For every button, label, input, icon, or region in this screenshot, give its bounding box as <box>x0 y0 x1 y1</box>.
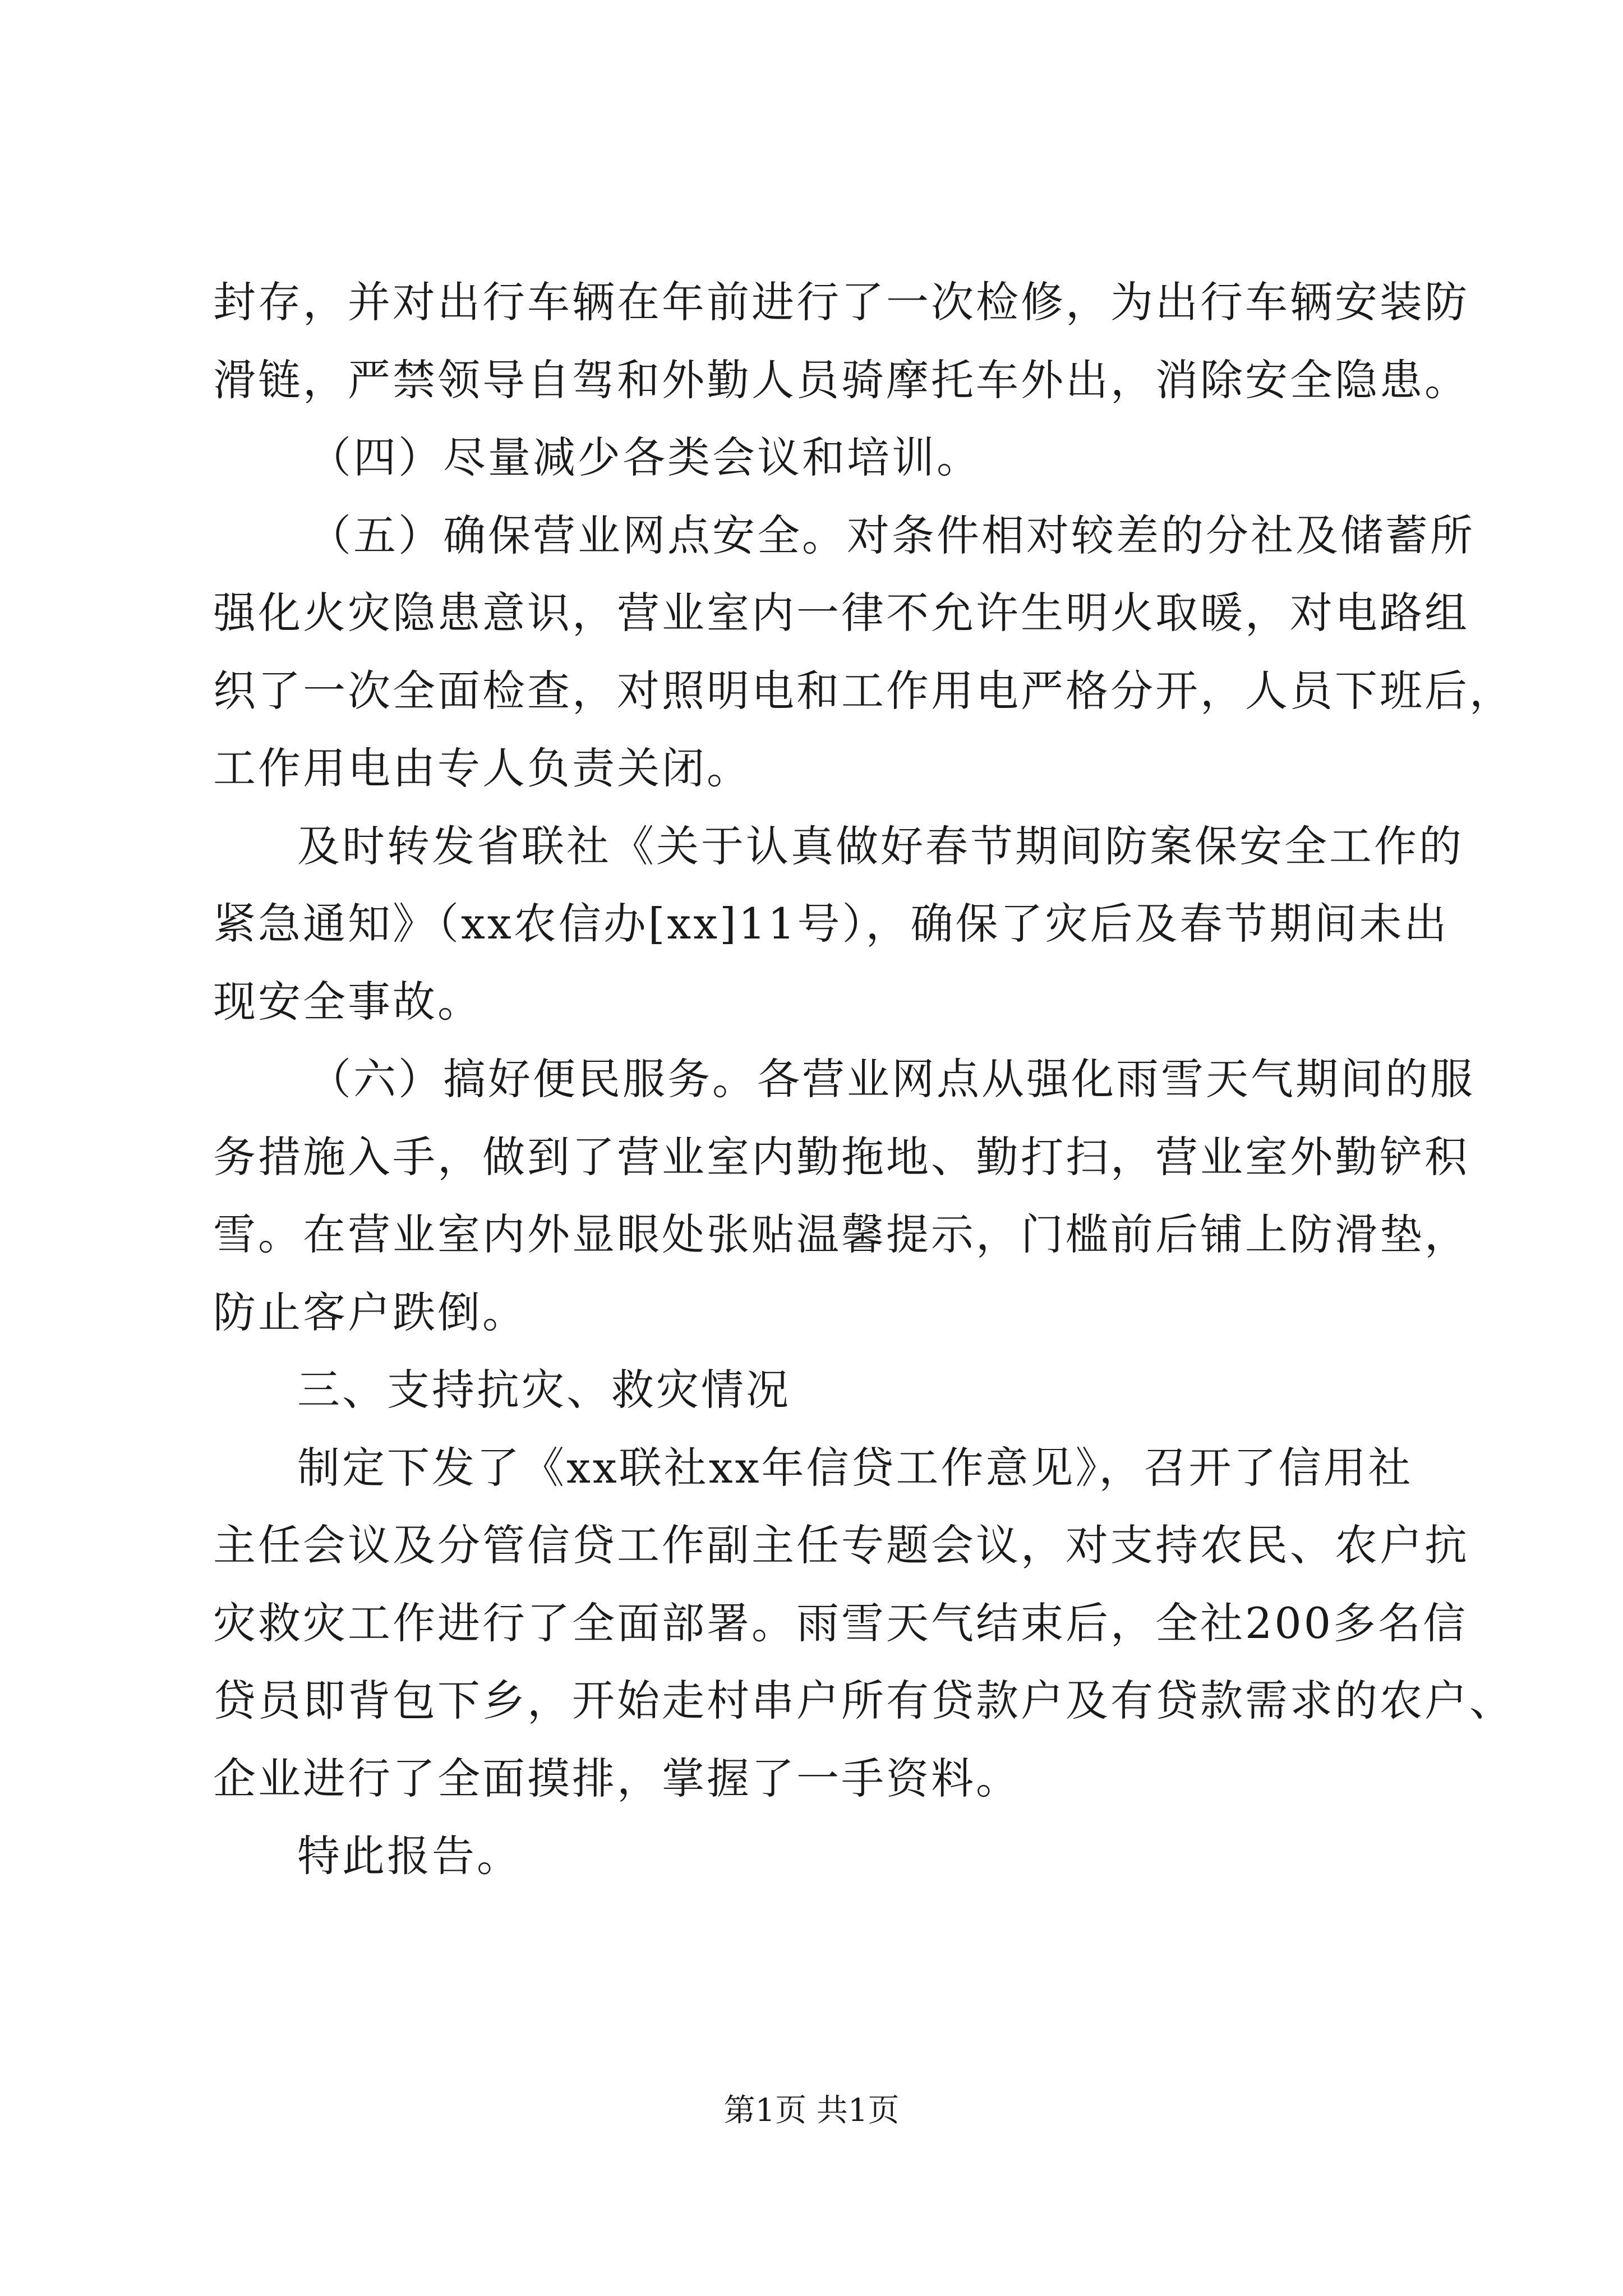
closing-line: 特此报告。 <box>297 1831 522 1881</box>
section-heading: 三、支持抗灾、救灾情况 <box>297 1365 791 1415</box>
text-line: 封存，并对出行车辆在年前进行了一次检修，为出行车辆安装防 <box>213 277 1469 327</box>
text-line: 制定下发了《xx联社xx年信贷工作意见》，召开了信用社 <box>297 1442 1413 1493</box>
text-line: 及时转发省联社《关于认真做好春节期间防案保安全工作的 <box>297 821 1464 871</box>
text-line: （四）尽量减少各类会议和培训。 <box>308 432 981 482</box>
text-line: 主任会议及分管信贷工作副主任专题会议，对支持农民、农户抗 <box>213 1520 1469 1570</box>
text-line: 现安全事故。 <box>213 976 482 1027</box>
text-line: 务措施入手，做到了营业室内勤拖地、勤打扫，营业室外勤铲积 <box>213 1131 1469 1182</box>
text-line: 贷员即背包下乡，开始走村串户所有贷款户及有贷款需求的农户、 <box>213 1676 1514 1726</box>
text-line: （六）搞好便民服务。各营业网点从强化雨雪天气期间的服 <box>308 1054 1475 1104</box>
text-line: 滑链，严禁领导自驾和外勤人员骑摩托车外出，消除安全隐患。 <box>213 355 1469 405</box>
text-line: 强化火灾隐患意识，营业室内一律不允许生明火取暖，对电路组 <box>213 588 1469 638</box>
text-line: 雪。在营业室内外显眼处张贴温馨提示，门槛前后铺上防滑垫， <box>213 1209 1469 1259</box>
text-line: 紧急通知》（xx农信办[xx]11号），确保了灾后及春节期间未出 <box>213 899 1449 949</box>
text-line: 灾救灾工作进行了全面部署。雨雪天气结束后，全社200多名信 <box>213 1598 1468 1648</box>
text-line: （五）确保营业网点安全。对条件相对较差的分社及储蓄所 <box>308 510 1475 560</box>
page-number-footer: 第1页 共1页 <box>723 2092 900 2129</box>
text-line: 织了一次全面检查，对照明电和工作用电严格分开，人员下班后， <box>213 665 1514 716</box>
text-line: 企业进行了全面摸排，掌握了一手资料。 <box>213 1753 1021 1803</box>
text-line: 防止客户跌倒。 <box>213 1287 527 1337</box>
text-line: 工作用电由专人负责关闭。 <box>213 743 751 793</box>
document-body <box>213 264 1514 1895</box>
